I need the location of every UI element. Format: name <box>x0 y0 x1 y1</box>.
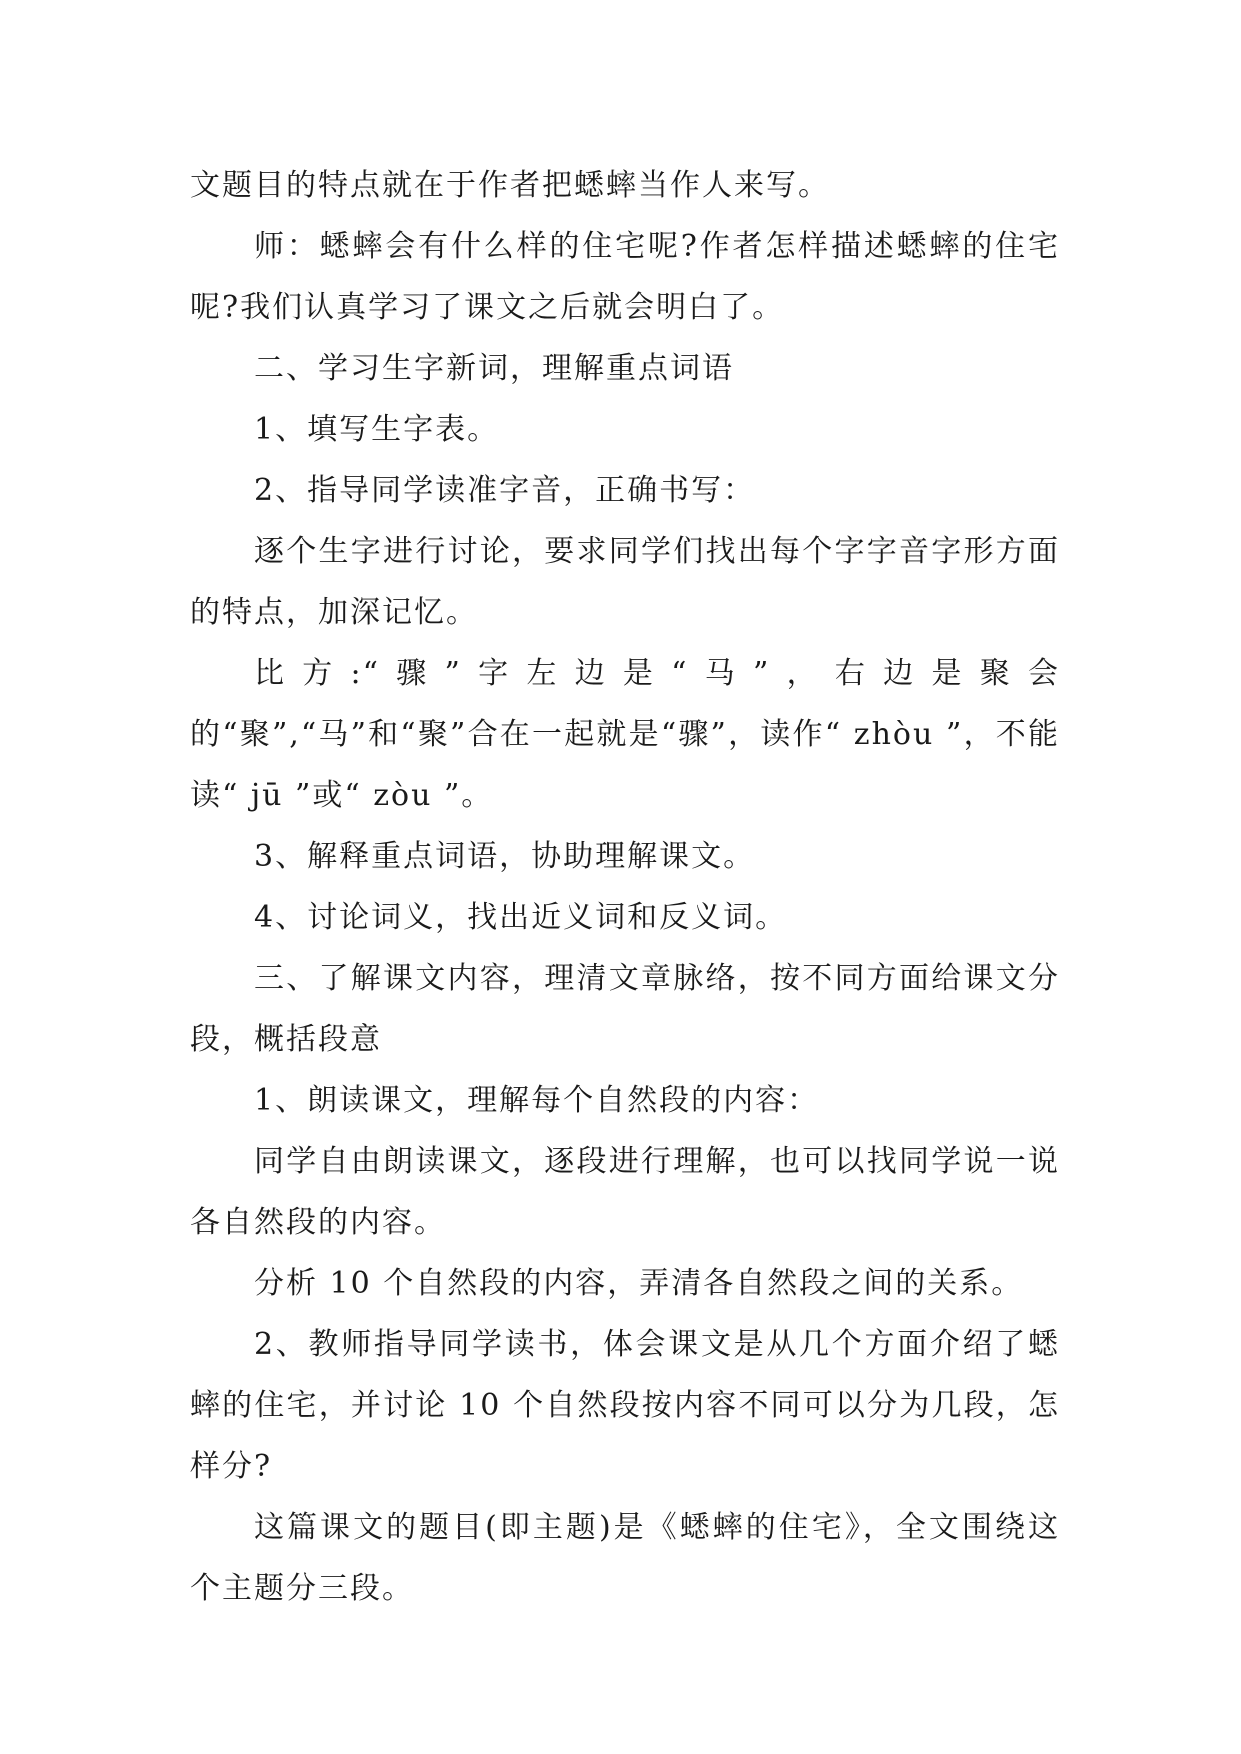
step-pronunciation: 2、指导同学读准字音，正确书写： <box>254 473 756 508</box>
paragraph-free-reading: 同学自由朗读课文，逐段进行理解，也可以找同学说一说各自然段的内容。 <box>190 1144 1060 1240</box>
paragraph-discussion: 逐个生字进行讨论，要求同学们找出每个字字音字形方面的特点，加深记忆。 <box>190 534 1060 630</box>
document-body <box>190 155 1060 1619</box>
section-heading-3: 三、了解课文内容，理清文章脉络，按不同方面给课文分段，概括段意 <box>190 961 1060 1057</box>
step-word-meaning: 4、讨论词义，找出近义词和反义词。 <box>254 900 788 935</box>
step-fill-table: 1、填写生字表。 <box>254 412 500 447</box>
step-read-aloud: 1、朗读课文，理解每个自然段的内容： <box>254 1083 820 1118</box>
section-heading-2: 二、学习生字新词，理解重点词语 <box>254 351 734 386</box>
paragraph-teacher-question: 师：蟋蟀会有什么样的住宅呢?作者怎样描述蟋蟀的住宅呢?我们认真学习了课文之后就会明白了。 <box>190 229 1060 325</box>
paragraph-continuation: 文题目的特点就在于作者把蟋蟀当作人来写。 <box>190 168 830 203</box>
paragraph-example: 比方:“骤”字左边是“马”，右边是聚会的“聚”,“马”和“聚”合在一起就是“骤”，读作“ zhòu ”，不能读“ jū ”或“ zòu ”。 <box>190 656 1060 813</box>
paragraph-analysis: 分析 10 个自然段的内容，弄清各自然段之间的关系。 <box>254 1266 1024 1301</box>
step-explain-words: 3、解释重点词语，协助理解课文。 <box>254 839 756 874</box>
paragraph-theme: 这篇课文的题目(即主题)是《蟋蟀的住宅》，全文围绕这个主题分三段。 <box>190 1510 1060 1606</box>
step-teacher-guide: 2、教师指导同学读书，体会课文是从几个方面介绍了蟋蟀的住宅，并讨论 10 个自然段按内容不同可以分为几段，怎样分? <box>190 1327 1060 1484</box>
